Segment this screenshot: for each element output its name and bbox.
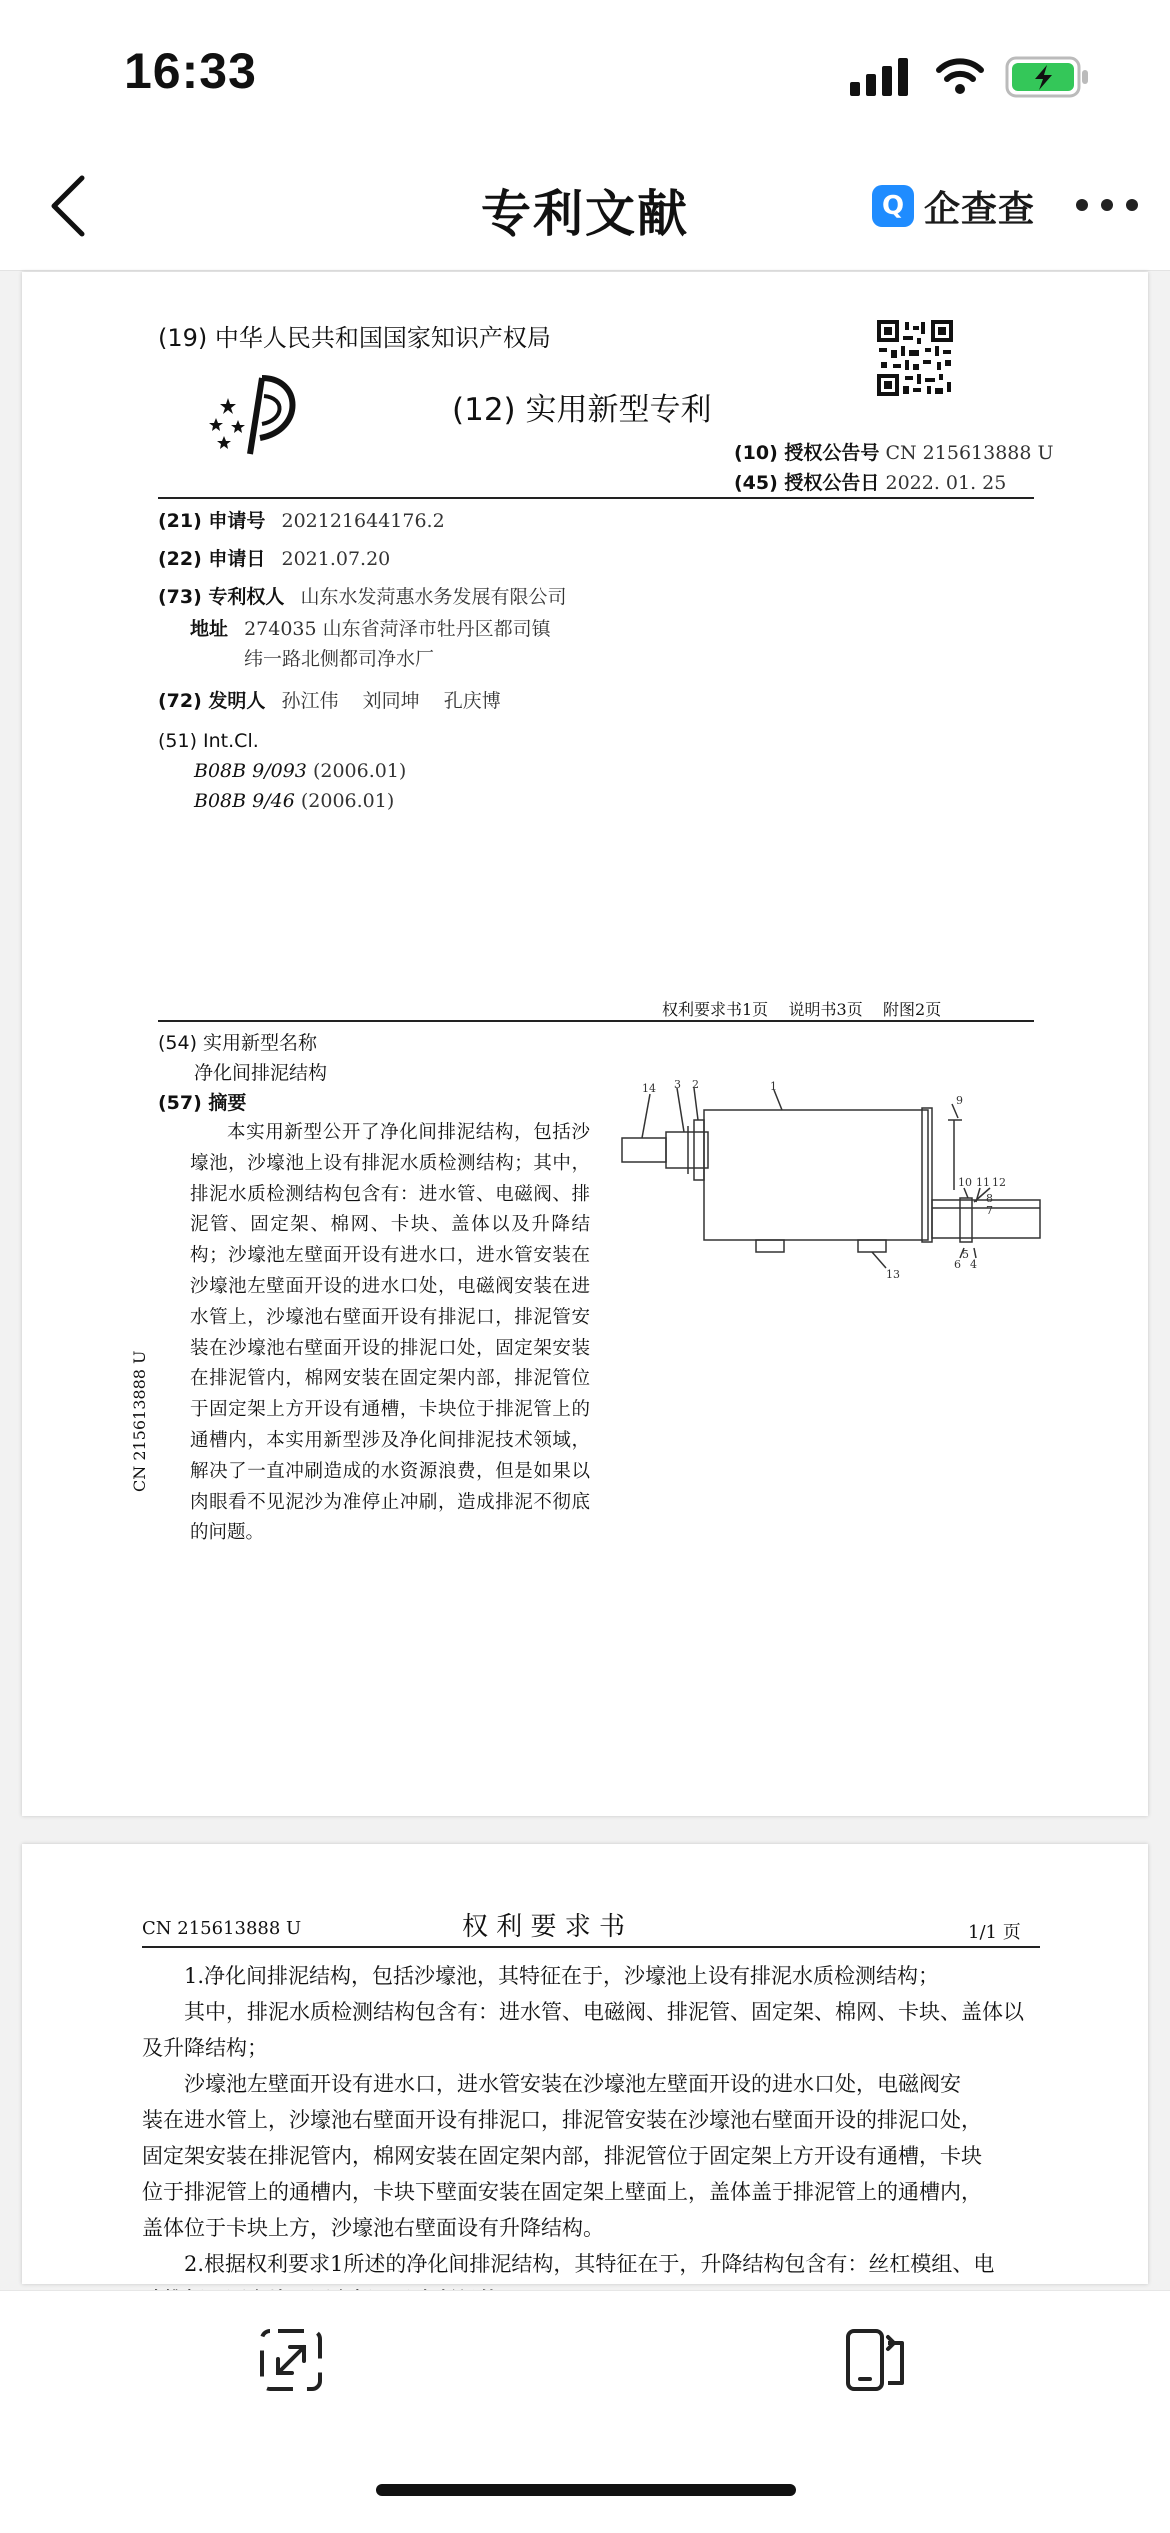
- document-page-1: [22, 272, 1148, 1816]
- claim-1-line-8: 盖体位于卡块上方，沙壕池右壁面设有升降结构。: [142, 2216, 604, 2240]
- application-number-label: (21) 申请号: [158, 510, 266, 532]
- figure-label-4: 4: [970, 1258, 977, 1271]
- intcl-label: (51) Int.Cl.: [158, 730, 259, 752]
- page-title: 专利文献: [481, 185, 689, 243]
- intcl-2-version: (2006.01): [300, 790, 395, 812]
- battery-charging-icon: [1005, 56, 1091, 98]
- patentee-row: [158, 580, 567, 614]
- claims-header-title: 权 利 要 求 书: [462, 1912, 626, 1942]
- brand-logo: [872, 178, 1035, 234]
- claim-2-line-1: 2.根据权利要求1所述的净化间排泥结构，其特征在于，升降结构包含有：丝杠模组、电: [184, 2252, 995, 2276]
- address-row: [190, 612, 551, 646]
- figure-label-1: 1: [770, 1080, 777, 1093]
- claim-1-line-1: 1.净化间排泥结构，包括沙壕池，其特征在于，沙壕池上设有排泥水质检测结构；: [184, 1964, 940, 1988]
- page-count-info: 权利要求书1页 说明书3页 附图2页: [662, 1000, 942, 1019]
- cellular-signal-icon: [850, 58, 914, 96]
- patent-office-emblem-icon: [202, 368, 312, 458]
- publication-date-label: (45) 授权公告日: [734, 472, 880, 494]
- back-arrow-icon[interactable]: [40, 166, 110, 246]
- technical-drawing: [602, 1080, 1042, 1310]
- intcl-2-row: [194, 784, 394, 818]
- intcl-1-code: B08B 9/093: [194, 760, 307, 782]
- qr-code-icon: [877, 320, 953, 396]
- publication-date-row: [734, 468, 1006, 495]
- status-bar: [0, 0, 1170, 140]
- address-line-2: 纬一路北侧都司净水厂: [244, 648, 435, 670]
- abstract-text: 本实用新型公开了净化间排泥结构，包括沙壕池，沙壕池上设有排泥水质检测结构；其中，排泥水质检测结构包含有：进水管、电磁阀、排泥管、固定架、棉网、卡块、盖体以及升降结构；沙壕池左壁面开设有进水口，进水管安装在沙壕池左壁面开设的进水口处，电磁阀安装在进水管上，沙壕池右壁面开设有排泥口，排泥管安装在沙壕池右壁面开设的排泥口处，固定架安装在排泥管内，棉网安装在固定架内部，排泥管位于固定架上方开设有通槽，卡块位于排泥管上的通槽内，本实用新型涉及净化间排泥技术领域，解决了一直冲刷造成的水资源浪费，但是如果以肉眼看不见泥沙为准停止冲刷，造成排泥不彻底的问题。: [190, 1122, 590, 1544]
- figure-label-12: 12: [992, 1176, 1006, 1189]
- claims-header-divider: [142, 1946, 1040, 1948]
- claims-header-number: CN 215613888 U: [142, 1918, 302, 1939]
- figure-label-6: 6: [954, 1258, 961, 1271]
- header-divider: [158, 497, 1034, 499]
- side-publication-number: CN 215613888 U: [130, 1350, 149, 1492]
- brand-badge-icon: Q: [872, 185, 914, 227]
- application-date-row: [158, 542, 390, 576]
- figure-label-14: 14: [642, 1082, 656, 1095]
- figure-label-13: 13: [886, 1268, 900, 1281]
- figure-label-3: 3: [674, 1078, 681, 1091]
- publication-number: CN 215613888 U: [885, 442, 1054, 464]
- claim-1-line-5: 装在进水管上，沙壕池右壁面开设有排泥口，排泥管安装在沙壕池右壁面开设的排泥口处，: [142, 2108, 982, 2132]
- utility-title: 净化间排泥结构: [194, 1062, 328, 1084]
- figure-label-10: 10: [958, 1176, 972, 1189]
- utility-title-label: (54) 实用新型名称: [158, 1032, 318, 1054]
- claim-1-line-4: 沙壕池左壁面开设有进水口，进水管安装在沙壕池左壁面开设的进水口处，电磁阀安: [184, 2072, 961, 2096]
- figure-label-9: 9: [956, 1094, 963, 1107]
- brand-name: 企查查: [924, 188, 1036, 230]
- publication-date: 2022. 01. 25: [885, 472, 1007, 494]
- document-page-2: [22, 1844, 1148, 2284]
- patentee: 山东水发菏惠水务发展有限公司: [300, 586, 567, 608]
- address-label: 地址: [190, 618, 229, 640]
- figure-label-5: 5: [962, 1248, 969, 1261]
- navigation-bar: [0, 140, 1170, 271]
- intcl-1-row: [194, 754, 406, 788]
- section-divider: [158, 1020, 1034, 1022]
- address-line-1: 274035 山东省菏泽市牡丹区都司镇: [244, 618, 551, 640]
- intcl-1-version: (2006.01): [312, 760, 407, 782]
- publication-number-label: (10) 授权公告号: [734, 442, 880, 464]
- application-date: 2021.07.20: [281, 548, 391, 570]
- figure-label-11: 11: [976, 1176, 990, 1189]
- claim-1-line-7: 位于排泥管上的通槽内，卡块下壁面安装在固定架上壁面上，盖体盖于排泥管上的通槽内，: [142, 2180, 982, 2204]
- bottom-toolbar: [0, 2290, 1170, 2533]
- figure-label-7: 7: [986, 1204, 993, 1217]
- inventors-row: [158, 684, 501, 718]
- claim-1-line-2: 其中，排泥水质检测结构包含有：进水管、电磁阀、排泥管、固定架、棉网、卡块、盖体以: [184, 2000, 1024, 2024]
- wifi-icon: [935, 56, 985, 96]
- intcl-2-code: B08B 9/46: [194, 790, 295, 812]
- claim-1-line-3: 及升降结构；: [142, 2036, 268, 2060]
- document-type: (12) 实用新型专利: [452, 392, 712, 428]
- application-number-row: [158, 504, 445, 538]
- claims-header-page: 1/1 页: [968, 1922, 1021, 1943]
- claim-1-line-6: 固定架安装在排泥管内，棉网安装在固定架内部，排泥管位于固定架上方开设有通槽，卡块: [142, 2144, 982, 2168]
- application-date-label: (22) 申请日: [158, 548, 266, 570]
- inventors: 孙江伟 刘同坤 孔庆博: [281, 690, 501, 712]
- inventors-label: (72) 发明人: [158, 690, 266, 712]
- more-options-icon[interactable]: [1072, 180, 1142, 230]
- application-number: 202121644176.2: [281, 510, 445, 532]
- claims-text: [142, 1958, 1042, 2318]
- figure-label-2: 2: [692, 1078, 699, 1091]
- fullscreen-icon[interactable]: [258, 2327, 324, 2393]
- patentee-label: (73) 专利权人: [158, 586, 285, 608]
- status-time: 16:33: [124, 43, 257, 99]
- office-name: (19) 中华人民共和国国家知识产权局: [158, 324, 551, 352]
- home-indicator: [376, 2484, 796, 2496]
- abstract-label: (57) 摘要: [158, 1092, 247, 1114]
- publication-number-row: [734, 438, 1054, 465]
- rotate-screen-icon[interactable]: [842, 2325, 912, 2395]
- figure-label-8: 8: [986, 1192, 993, 1205]
